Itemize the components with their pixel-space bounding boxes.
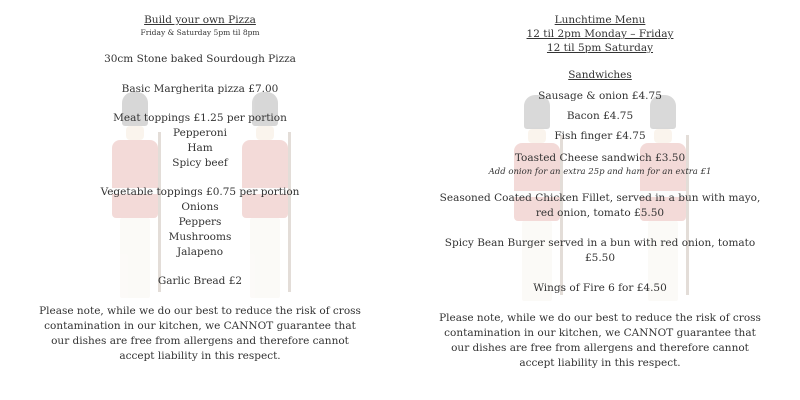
allergen-notice-line: Please note, while we do our best to reduce the risk of cross	[39, 305, 361, 317]
allergen-notice-line: our dishes are free from allergens and therefore cannot	[451, 342, 749, 354]
garlic-bread-price: Garlic Bread £2	[157, 275, 243, 287]
menu-item: Wings of Fire 6 for £4.50	[533, 282, 667, 294]
menu-item: Sausage & onion £4.75	[538, 90, 662, 102]
menu-item-continued: £5.50	[584, 252, 616, 264]
allergen-notice-line: accept liability in this respect.	[119, 350, 281, 362]
topping-item: Mushrooms	[168, 231, 232, 243]
allergen-notice-line: our dishes are free from allergens and therefore cannot	[51, 335, 349, 347]
topping-item: Jalapeno	[176, 246, 224, 258]
menu-item-continued: red onion, tomato £5.50	[535, 207, 665, 219]
menu-item: Spicy Bean Burger served in a bun with red onion, tomato	[444, 237, 756, 249]
menu-item: Seasoned Coated Chicken Fillet, served in a bun with mayo,	[439, 192, 761, 204]
lunch-title: Lunchtime Menu	[554, 14, 646, 26]
sandwiches-heading: Sandwiches	[568, 69, 632, 81]
menu-item: Fish finger £4.75	[554, 130, 646, 142]
menu-item: Bacon £4.75	[566, 110, 634, 122]
topping-item: Peppers	[178, 216, 222, 228]
lunch-menu-page	[400, 0, 800, 400]
veg-toppings-header: Vegetable toppings £0.75 per portion	[100, 186, 300, 198]
topping-item: Ham	[187, 142, 213, 154]
allergen-notice-line: contamination in our kitchen, we CANNOT guarantee that	[44, 320, 356, 332]
allergen-notice-line: accept liability in this respect.	[519, 357, 681, 369]
menu-item-note: Add onion for an extra 25p and ham for an extra £1	[488, 167, 712, 177]
pizza-title: Build your own Pizza	[144, 14, 256, 26]
pizza-hours: Friday & Saturday 5pm til 8pm	[140, 28, 260, 37]
lunch-hours-saturday: 12 til 5pm Saturday	[546, 42, 654, 54]
allergen-notice-line: contamination in our kitchen, we CANNOT guarantee that	[444, 327, 756, 339]
margherita-price: Basic Margherita pizza £7.00	[121, 83, 279, 95]
topping-item: Spicy beef	[172, 157, 228, 169]
allergen-notice-line: Please note, while we do our best to reduce the risk of cross	[439, 312, 761, 324]
topping-item: Onions	[181, 201, 219, 213]
pizza-base: 30cm Stone baked Sourdough Pizza	[104, 53, 296, 65]
menu-item: Toasted Cheese sandwich £3.50	[514, 152, 686, 164]
meat-toppings-header: Meat toppings £1.25 per portion	[113, 112, 287, 124]
lunch-hours-weekday: 12 til 2pm Monday – Friday	[526, 28, 674, 40]
topping-item: Pepperoni	[173, 127, 227, 139]
